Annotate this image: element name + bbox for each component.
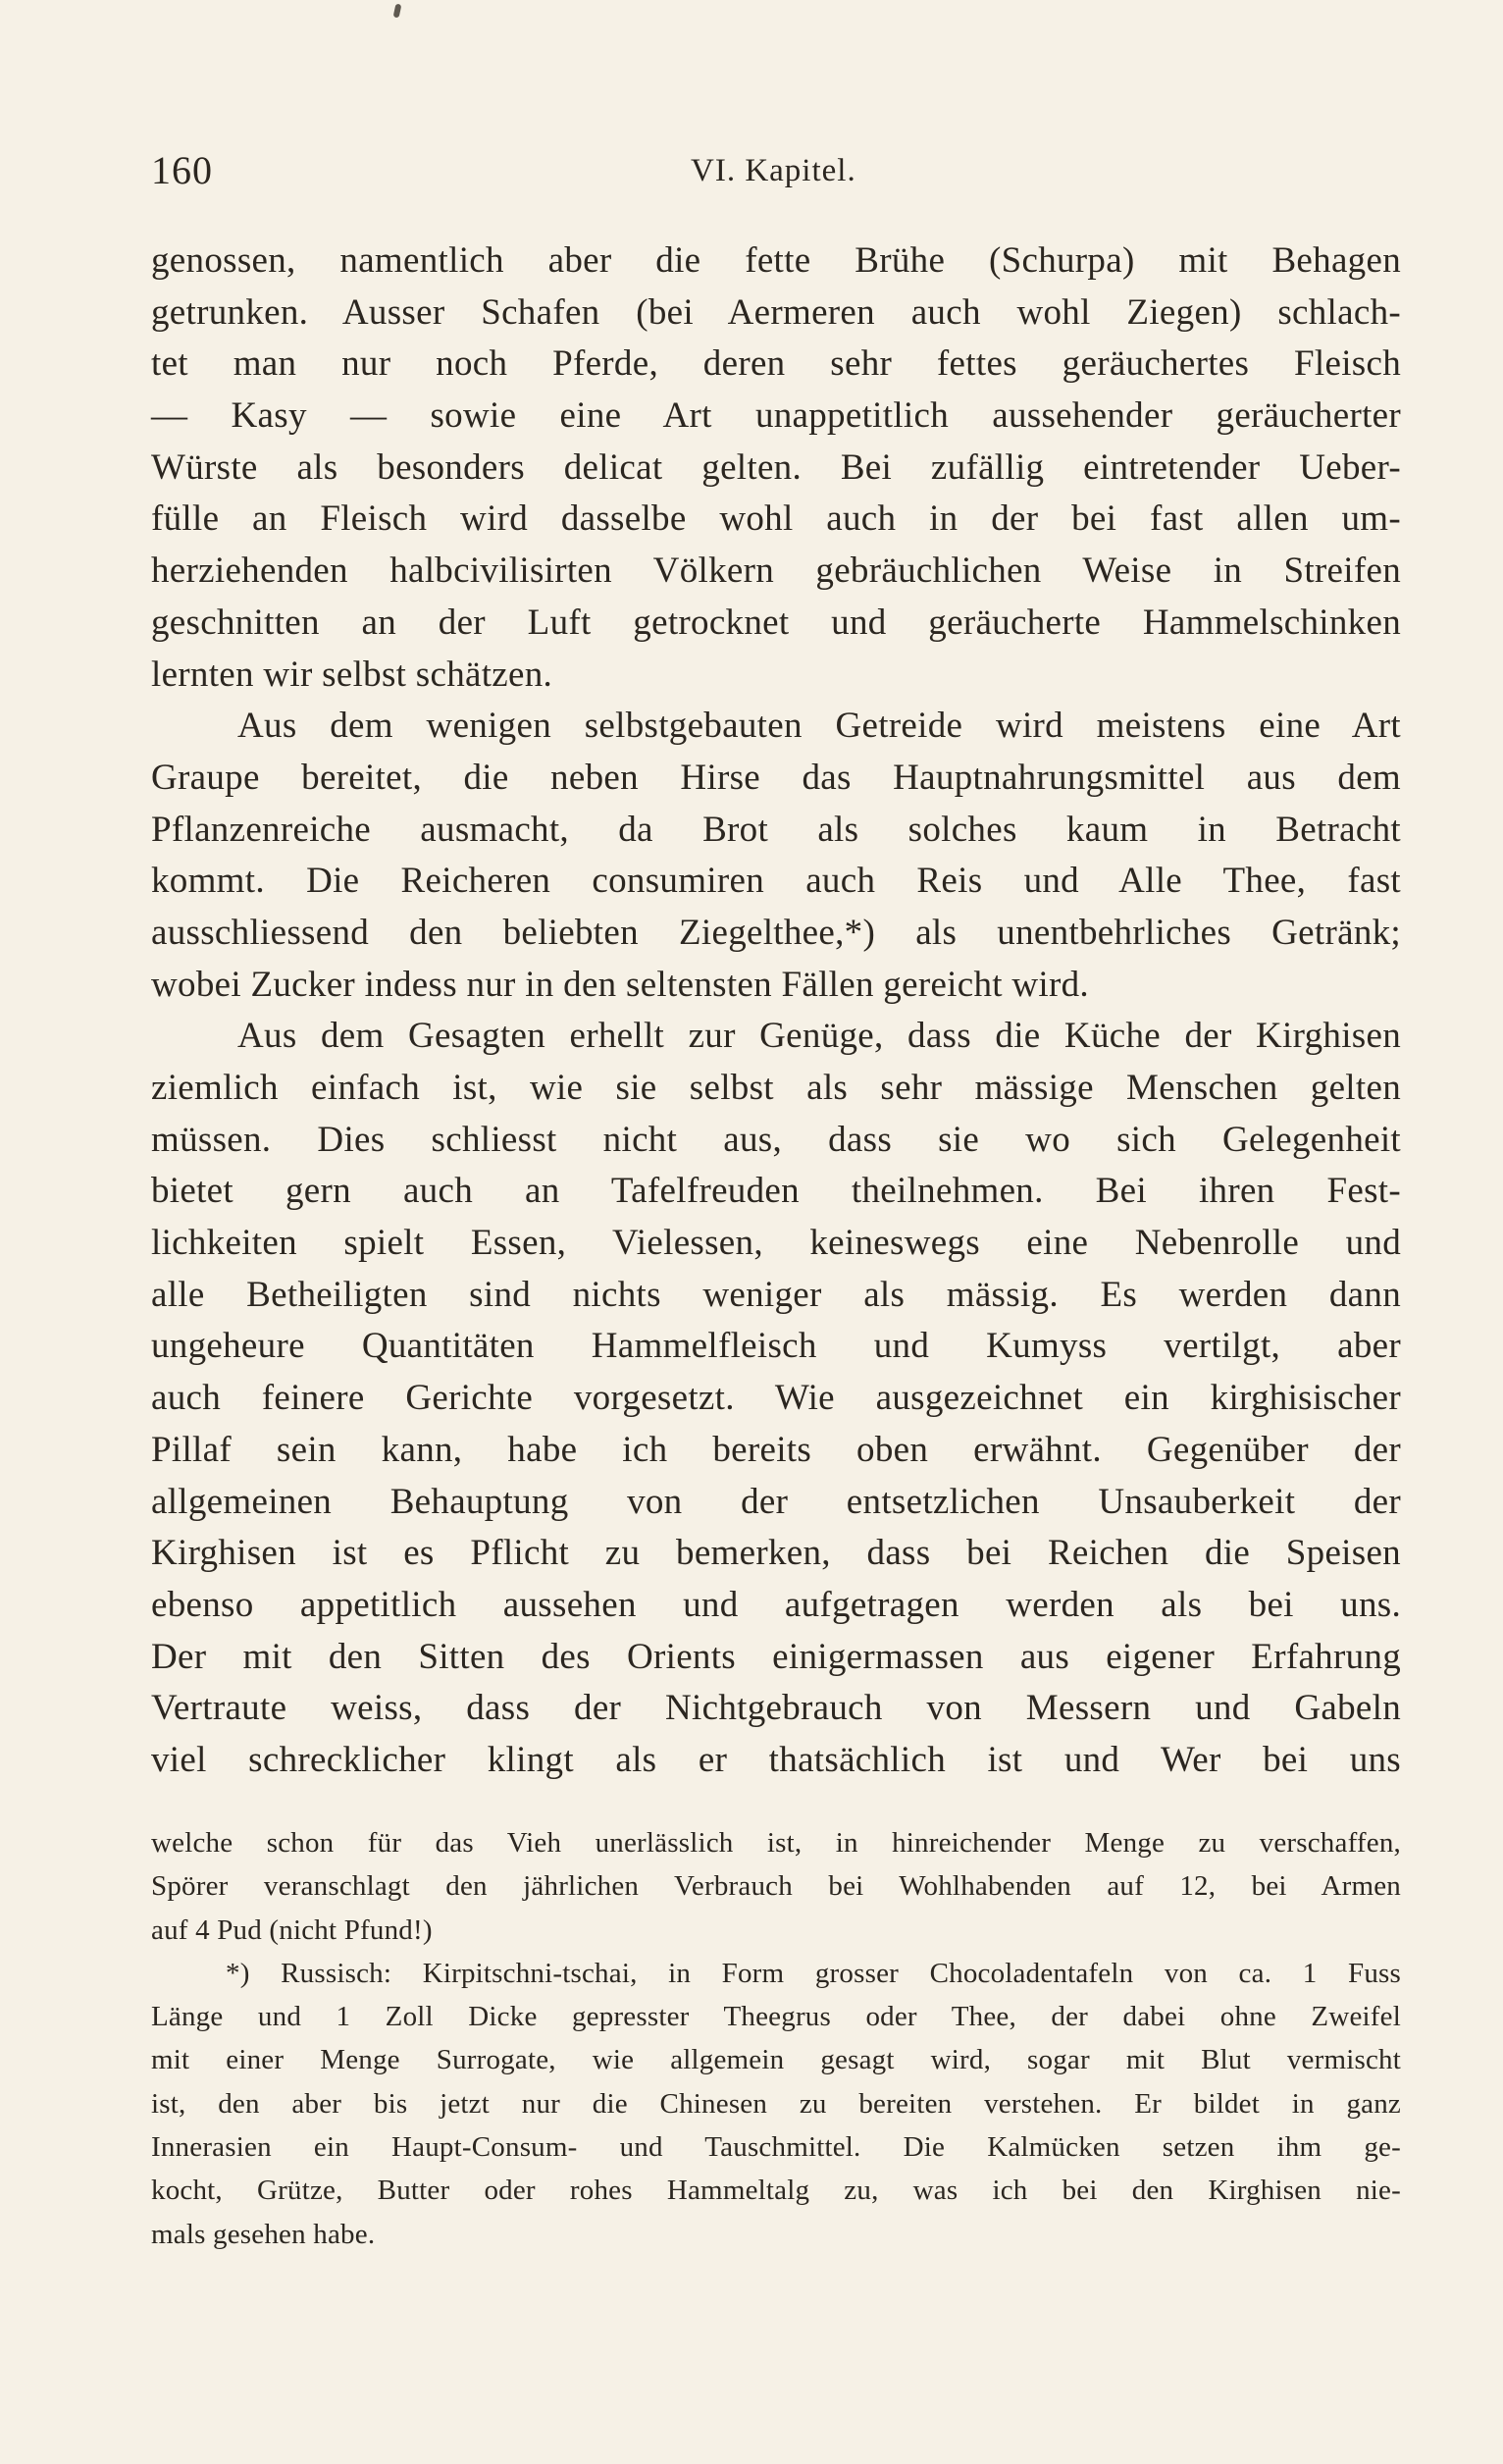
- footnote-line: *) Russisch: Kirpitschni-tschai, in Form grosser Chocoladentafeln von ca. 1 Fuss: [226, 1957, 1401, 1989]
- text-line: Pflanzenreiche ausmacht, da Brot als solches kaum in Betracht: [151, 809, 1401, 850]
- text-line: geschnitten an der Luft getrocknet und geräucherte Hammelschinken: [151, 602, 1401, 643]
- text-line: genossen, namentlich aber die fette Brühe (Schurpa) mit Behagen: [151, 240, 1401, 281]
- text-line: getrunken. Ausser Schafen (bei Aermeren auch wohl Ziegen) schlach-: [151, 291, 1401, 333]
- text-line: müssen. Dies schliesst nicht aus, dass sie wo sich Gelegenheit: [151, 1119, 1401, 1160]
- page-header: [151, 147, 1401, 206]
- text-line: herziehenden halbcivilisirten Völkern gebräuchlichen Weise in Streifen: [151, 550, 1401, 592]
- text-line: ebenso appetitlich aussehen und aufgetragen werden als bei uns.: [151, 1584, 1401, 1625]
- text-line: allgemeinen Behauptung von der entsetzlichen Unsauberkeit der: [151, 1481, 1401, 1522]
- footnote-line: Länge und 1 Zoll Dicke gepresster Theegrus oder Thee, der dabei ohne Zweifel: [151, 2001, 1401, 2033]
- ink-speck: [393, 4, 402, 19]
- footnote-line: ist, den aber bis jetzt nur die Chinesen zu bereiten verstehen. Er bildet in ganz: [151, 2087, 1401, 2120]
- text-line: wobei Zucker indess nur in den seltensten Fällen gereicht wird.: [151, 964, 1089, 1005]
- text-line: — Kasy — sowie eine Art unappetitlich aussehender geräucherter: [151, 395, 1401, 437]
- text-line: lernten wir selbst schätzen.: [151, 654, 553, 695]
- text-line: ungeheure Quantitäten Hammelfleisch und Kumyss vertilgt, aber: [151, 1326, 1401, 1367]
- text-line: kommt. Die Reicheren consumiren auch Reis und Alle Thee, fast: [151, 861, 1401, 902]
- footnote-line: mals gesehen habe.: [151, 2218, 376, 2250]
- text-line: Kirghisen ist es Pflicht zu bemerken, dass bei Reichen die Speisen: [151, 1533, 1401, 1574]
- text-line: alle Betheiligten sind nichts weniger als mässig. Es werden dann: [151, 1274, 1401, 1315]
- text-line: viel schrecklicher klingt als er thatsächlich ist und Wer bei uns: [151, 1739, 1401, 1780]
- footnote-line: auf 4 Pud (nicht Pfund!): [151, 1914, 433, 1946]
- text-line: lichkeiten spielt Essen, Vielessen, keineswegs eine Nebenrolle und: [151, 1223, 1401, 1264]
- footnotes: [151, 1821, 1401, 2256]
- text-line: fülle an Fleisch wird dasselbe wohl auch in der bei fast allen um-: [151, 498, 1401, 540]
- page-number: 160: [151, 148, 213, 192]
- text-line: Pillaf sein kann, habe ich bereits oben erwähnt. Gegenüber der: [151, 1429, 1401, 1470]
- text-line: Aus dem wenigen selbstgebauten Getreide wird meistens eine Art: [237, 706, 1401, 747]
- text-line: Aus dem Gesagten erhellt zur Genüge, dass die Küche der Kirghisen: [237, 1016, 1401, 1057]
- footnote-line: Spörer veranschlagt den jährlichen Verbrauch bei Wohlhabenden auf 12, bei Armen: [151, 1870, 1401, 1903]
- text-line: tet man nur noch Pferde, deren sehr fettes geräuchertes Fleisch: [151, 343, 1401, 385]
- footnote-line: welche schon für das Vieh unerlässlich ist, in hinreichender Menge zu verschaffen,: [151, 1827, 1401, 1859]
- text-line: ausschliessend den beliebten Ziegelthee,*) als unentbehrliches Getränk;: [151, 912, 1401, 953]
- text-line: Graupe bereitet, die neben Hirse das Hauptnahrungsmittel aus dem: [151, 757, 1401, 798]
- text-line: Würste als besonders delicat gelten. Bei zufällig eintretender Ueber-: [151, 446, 1401, 488]
- running-head: VI. Kapitel.: [691, 153, 856, 188]
- text-line: Vertraute weiss, dass der Nichtgebrauch von Messern und Gabeln: [151, 1688, 1401, 1729]
- footnote-line: mit einer Menge Surrogate, wie allgemein gesagt wird, sogar mit Blut vermischt: [151, 2044, 1401, 2076]
- footnote-line: kocht, Grütze, Butter oder rohes Hammeltalg zu, was ich bei den Kirghisen nie-: [151, 2175, 1401, 2207]
- footnote-line: Innerasien ein Haupt-Consum- und Tauschmittel. Die Kalmücken setzen ihm ge-: [151, 2131, 1401, 2164]
- text-line: Der mit den Sitten des Orients einigermassen aus eigener Erfahrung: [151, 1636, 1401, 1677]
- text-line: auch feinere Gerichte vorgesetzt. Wie ausgezeichnet ein kirghisischer: [151, 1378, 1401, 1419]
- text-line: ziemlich einfach ist, wie sie selbst als sehr mässige Menschen gelten: [151, 1068, 1401, 1108]
- text-line: bietet gern auch an Tafelfreuden theilnehmen. Bei ihren Fest-: [151, 1171, 1401, 1212]
- main-text: [151, 236, 1401, 1787]
